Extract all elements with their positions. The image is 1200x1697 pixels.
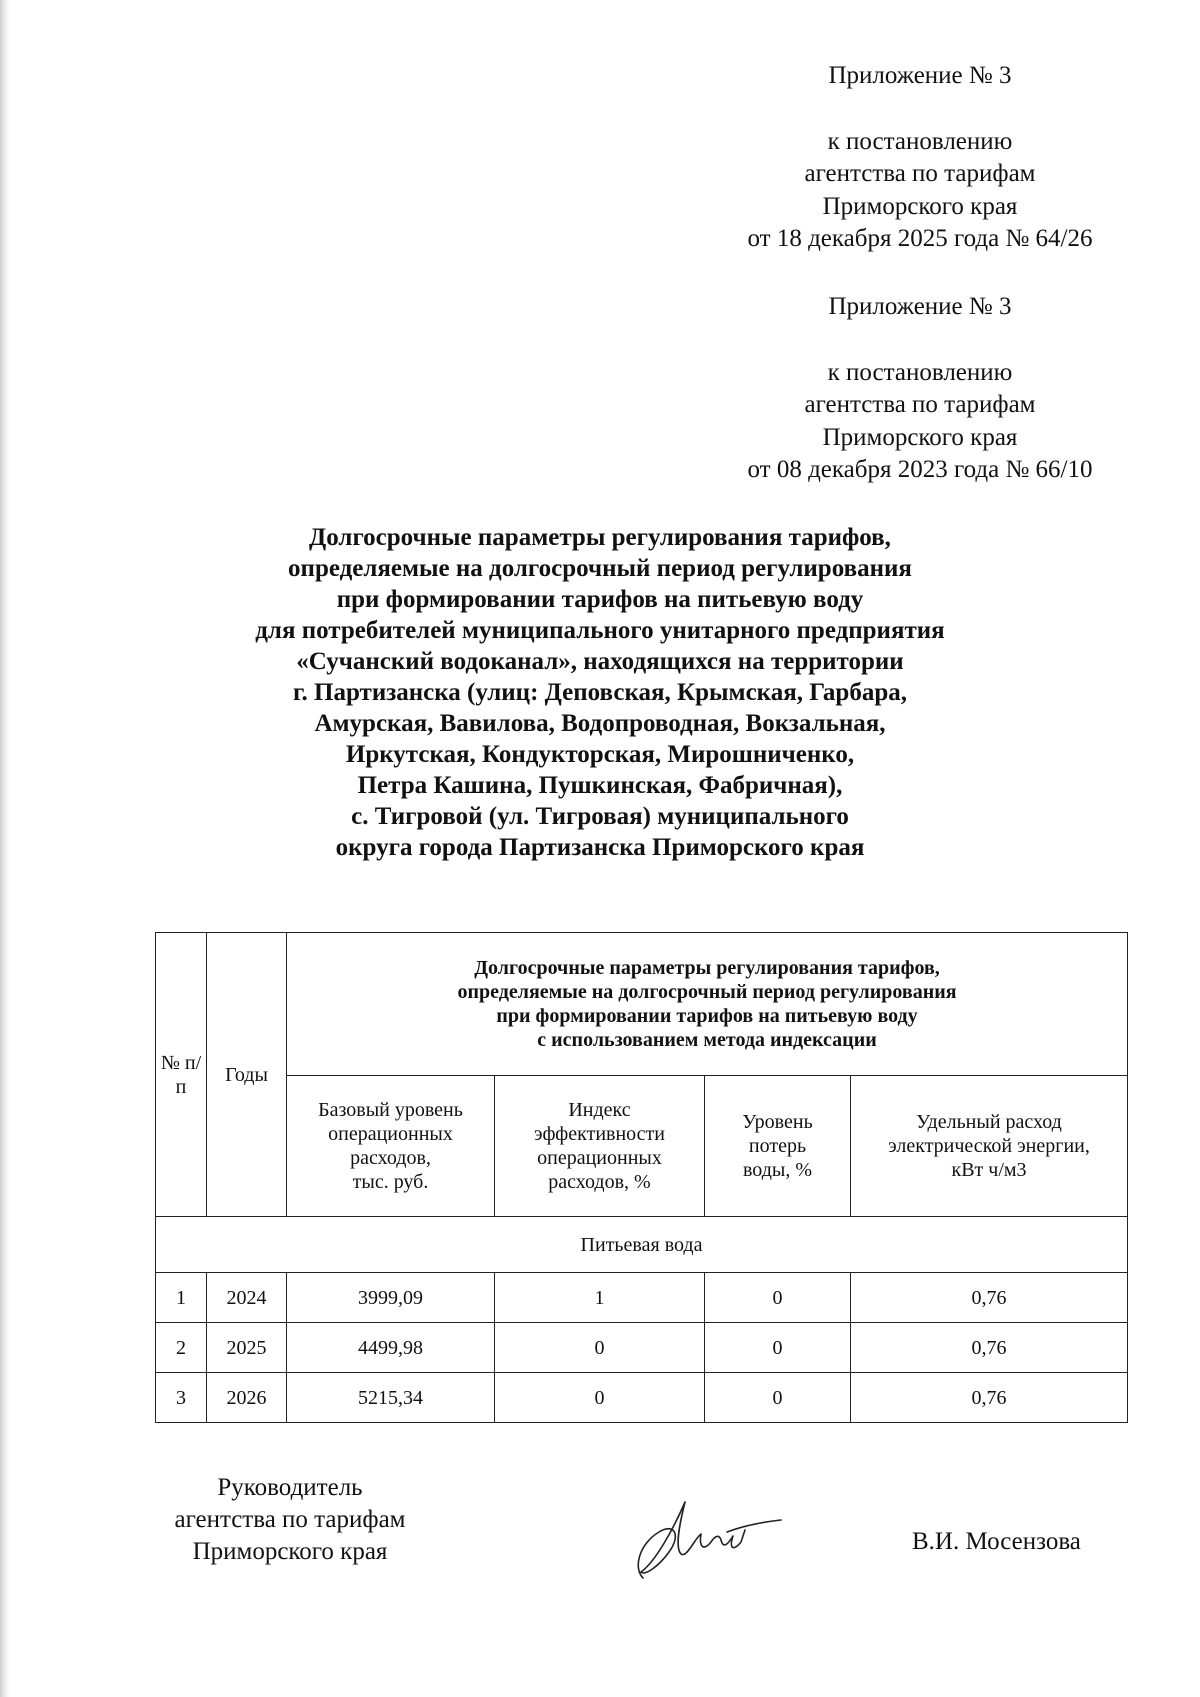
title-line: округа города Партизанска Приморского края (335, 834, 865, 861)
cell-num: 1 (156, 1273, 207, 1323)
appendix-previous-line: к постановлению (827, 358, 1013, 386)
header-line: Индекс (568, 1099, 631, 1121)
header-group-line: определяемые на долгосрочный период регулирования (457, 981, 957, 1003)
section-row (156, 1217, 1128, 1273)
cell-losses: 0 (705, 1373, 851, 1423)
header-line: тыс. руб. (352, 1171, 429, 1193)
header-base-level (287, 1076, 495, 1217)
title-line: определяемые на долгосрочный период регулирования (288, 555, 912, 582)
cell-year: 2026 (207, 1373, 287, 1423)
appendix-previous-date: от 08 декабря 2023 года № 66/10 (747, 456, 1093, 483)
appendix-current-title: Приложение № 3 (828, 62, 1012, 89)
header-energy-consumption (851, 1076, 1128, 1217)
cell-losses: 0 (705, 1273, 851, 1323)
title-line: для потребителей муниципального унитарного предприятия (255, 617, 945, 644)
appendix-current-line: Приморского края (822, 192, 1018, 220)
cell-base: 5215,34 (287, 1373, 495, 1423)
header-line: электрической энергии, (888, 1135, 1090, 1157)
title-line: при формировании тарифов на питьевую воду (336, 586, 864, 613)
cell-energy: 0,76 (851, 1273, 1128, 1323)
table-row (156, 1273, 1128, 1323)
appendix-current-line: к постановлению (827, 127, 1013, 155)
title-line: Долгосрочные параметры регулирования тарифов, (309, 524, 891, 551)
signatory-position-line: Приморского края (192, 1538, 388, 1565)
signatory-name: В.И. Мосензова (912, 1528, 1081, 1555)
cell-year: 2025 (207, 1323, 287, 1373)
appendix-previous (700, 291, 1140, 487)
cell-index: 0 (495, 1323, 705, 1373)
header-group-line: при формировании тарифов на питьевую воду (496, 1005, 918, 1027)
header-num: № п/п (156, 933, 207, 1217)
table-row (156, 1323, 1128, 1373)
title-line: г. Партизанска (улиц: Деповская, Крымская, Гарбара, (292, 679, 907, 706)
header-line: Базовый уровень (318, 1099, 463, 1121)
header-group (287, 933, 1128, 1076)
header-line: кВт ч/м3 (951, 1159, 1027, 1181)
appendix-current-line: агентства по тарифам (804, 160, 1036, 187)
cell-year: 2024 (207, 1273, 287, 1323)
title-line: Иркутская, Кондукторская, Мирошниченко, (345, 741, 855, 768)
header-group-line: Долгосрочные параметры регулирования тарифов, (474, 957, 940, 979)
header-line: операционных (328, 1123, 453, 1145)
section-drinking-water: Питьевая вода (156, 1217, 1128, 1273)
header-line: эффективности (533, 1123, 665, 1145)
cell-energy: 0,76 (851, 1373, 1128, 1423)
table-subheader-row (156, 1076, 1128, 1217)
header-line: воды, % (742, 1159, 812, 1181)
appendix-previous-line: Приморского края (822, 423, 1018, 451)
appendix-current-date: от 18 декабря 2025 года № 64/26 (747, 225, 1093, 252)
table-row (156, 1373, 1128, 1423)
header-line: Удельный расход (916, 1111, 1062, 1133)
cell-base: 4499,98 (287, 1323, 495, 1373)
cell-num: 2 (156, 1323, 207, 1373)
header-line: расходов, (350, 1147, 431, 1169)
header-line: потерь (748, 1135, 807, 1157)
appendix-previous-line: агентства по тарифам (804, 391, 1036, 418)
cell-index: 0 (495, 1373, 705, 1423)
parameters-table (155, 932, 1128, 1423)
signature-stroke (638, 1502, 781, 1578)
title-line: «Сучанский водоканал», находящихся на территории (296, 648, 904, 675)
header-efficiency-index (495, 1076, 705, 1217)
handwritten-signature (615, 1490, 795, 1590)
document-title (160, 522, 1040, 863)
header-line: операционных (537, 1147, 662, 1169)
appendix-current (700, 60, 1140, 256)
cell-losses: 0 (705, 1323, 851, 1373)
signatory-position-line: Руководитель (217, 1474, 363, 1501)
header-line: Уровень (742, 1111, 813, 1133)
header-water-losses (705, 1076, 851, 1217)
signatory-position (150, 1472, 430, 1568)
title-line: Амурская, Вавилова, Водопроводная, Вокзальная, (314, 710, 886, 737)
appendix-previous-title: Приложение № 3 (828, 293, 1012, 320)
title-line: Петра Кашина, Пушкинская, Фабричная), (357, 772, 843, 799)
signatory-position-line: агентства по тарифам (174, 1506, 406, 1533)
cell-index: 1 (495, 1273, 705, 1323)
table-header-row (156, 933, 1128, 1076)
header-line: расходов, % (548, 1171, 651, 1193)
cell-energy: 0,76 (851, 1323, 1128, 1373)
cell-num: 3 (156, 1373, 207, 1423)
title-line: с. Тигровой (ул. Тигровая) муниципального (351, 803, 849, 830)
header-group-line: с использованием метода индексации (537, 1029, 877, 1051)
cell-base: 3999,09 (287, 1273, 495, 1323)
scan-edge-shadow (0, 0, 10, 1697)
header-year: Годы (207, 933, 287, 1217)
